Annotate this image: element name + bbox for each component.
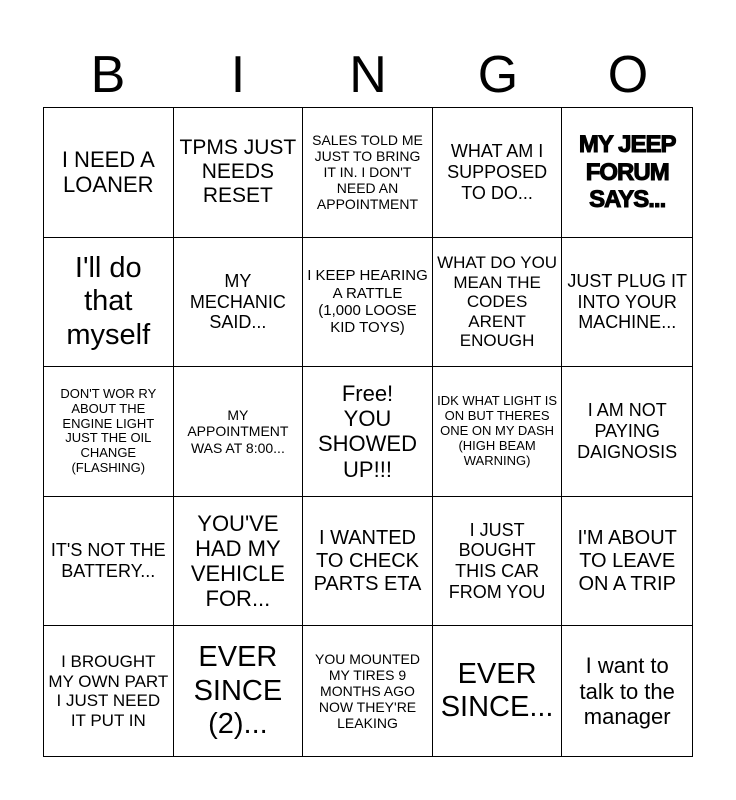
bingo-cell-r3-c2[interactable]: MY APPOINTMENT WAS AT 8:00...	[174, 367, 304, 497]
header-letter-g: G	[477, 46, 519, 104]
bingo-cell-r4-c4[interactable]: I JUST BOUGHT THIS CAR FROM YOU	[433, 497, 563, 627]
bingo-cell-r5-c2[interactable]: EVER SINCE (2)...	[174, 626, 304, 756]
bingo-cell-r2-c3[interactable]: I KEEP HEARING A RATTLE (1,000 LOOSE KID TOYS)	[303, 238, 433, 368]
bingo-cell-r4-c3[interactable]: I WANTED TO CHECK PARTS ETA	[303, 497, 433, 627]
bingo-board	[43, 107, 693, 757]
bingo-cell-r1-c3[interactable]: SALES TOLD ME JUST TO BRING IT IN. I DON'T NEED AN APPOINTMENT	[303, 108, 433, 238]
bingo-cell-r3-c4[interactable]: IDK WHAT LIGHT IS ON BUT THERES ONE ON MY DASH (HIGH BEAM WARNING)	[433, 367, 563, 497]
bingo-cell-r1-c2[interactable]: TPMS JUST NEEDS RESET	[174, 108, 304, 238]
bingo-cell-r5-c5[interactable]: I want to talk to the manager	[579, 653, 675, 729]
bingo-cell-r3-c1[interactable]: DON'T WOR RY ABOUT THE ENGINE LIGHT JUST THE OIL CHANGE (FLASHING)	[44, 367, 174, 497]
bingo-cell-r2-c1[interactable]: I'll do that myself	[44, 238, 174, 368]
header-letter-i: I	[230, 46, 246, 104]
bingo-cell-r3-c5[interactable]: I AM NOT PAYING DAIGNOSIS	[562, 367, 692, 497]
bingo-cell-r4-c2[interactable]: YOU'VE HAD MY VEHICLE FOR...	[174, 497, 304, 627]
header-letter-n: N	[349, 46, 387, 104]
bingo-cell-r5-c4[interactable]: EVER SINCE...	[433, 626, 563, 756]
bingo-cell-r4-c5[interactable]: I'M ABOUT TO LEAVE ON A TRIP	[562, 497, 692, 627]
bingo-cell-r4-c1[interactable]: IT'S NOT THE BATTERY...	[44, 497, 174, 627]
bingo-cell-r5-c3[interactable]: YOU MOUNTED MY TIRES 9 MONTHS AGO NOW THEY'RE LEAKING	[303, 626, 433, 756]
bingo-cell-r1-c5[interactable]: MY JEEP FORUM SAYS...	[562, 108, 692, 238]
bingo-cell-r2-c2[interactable]: MY MECHANIC SAID...	[174, 238, 304, 368]
header-letter-b: B	[90, 46, 126, 104]
header-letter-o: O	[607, 46, 649, 104]
bingo-cell-r5-c1[interactable]: I BROUGHT MY OWN PART I JUST NEED IT PUT IN	[44, 626, 174, 756]
bingo-cell-r1-c4[interactable]: WHAT AM I SUPPOSED TO DO...	[433, 108, 563, 238]
bingo-cell-r2-c4[interactable]: WHAT DO YOU MEAN THE CODES ARENT ENOUGH	[433, 238, 563, 368]
bingo-cell-r1-c1[interactable]: I NEED A LOANER	[44, 108, 174, 238]
bingo-cell-r2-c5[interactable]: JUST PLUG IT INTO YOUR MACHINE...	[562, 238, 692, 368]
bingo-cell-r3-c3-free[interactable]: Free! YOU SHOWED UP!!!	[303, 367, 433, 497]
bingo-header	[43, 44, 693, 106]
